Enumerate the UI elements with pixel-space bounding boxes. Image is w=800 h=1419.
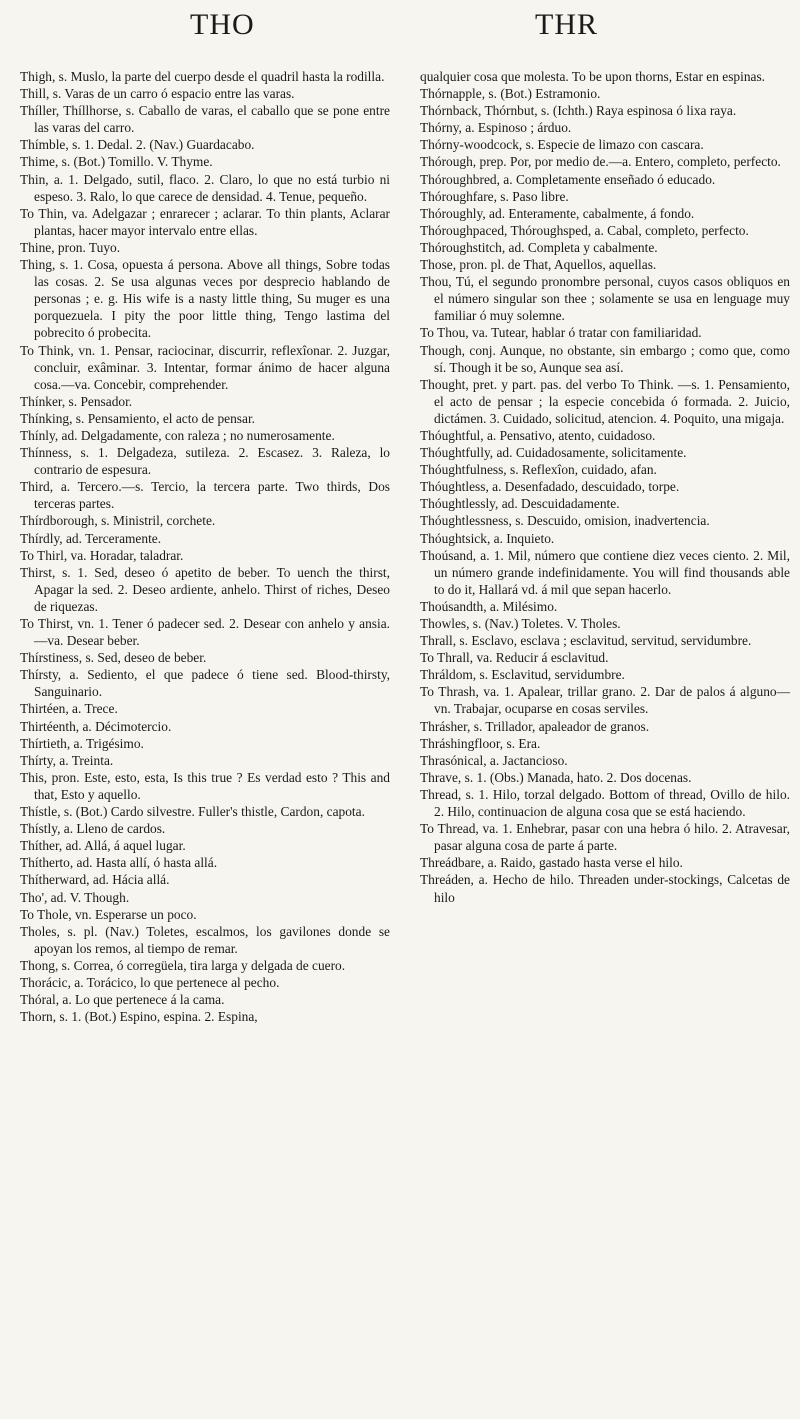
dictionary-entry: Thine, pron. Tuyo. [20,239,121,255]
dictionary-entry: Thínly, ad. Delgadamente, con raleza ; no numerosamente. [20,427,335,443]
dictionary-entry: Thínker, s. Pensador. [20,393,133,409]
dictionary-entry: Thórough, prep. Por, por medio de.—a. Entero, completo, perfecto. [420,154,781,170]
dictionary-entry: To Thou, va. Tutear, hablar ó tratar con familiaridad. [420,325,702,341]
dictionary-entry: Thístle, s. (Bot.) Cardo silvestre. Fuller's thistle, Cardon, capota. [20,804,365,820]
dictionary-entry: Thíller, Thíllhorse, s. Caballo de varas, el caballo que se pone entre las varas del carro. [20,103,390,136]
dictionary-entry: Thowles, s. (Nav.) Toletes. V. Tholes. [420,616,621,631]
dictionary-entry: Thóroughbred, a. Completamente enseñado ó educado. [420,171,716,187]
dictionary-entry: Thórnapple, s. (Bot.) Estramonio. [420,86,601,102]
dictionary-entry: Thóroughfare, s. Paso libre. [420,188,569,204]
dictionary-entry: To Thirst, vn. 1. Tener ó padecer sed. 2. Desear con anhelo y ansia.—va. Desear beber. [20,616,390,649]
dictionary-entry: Thírty, a. Treinta. [20,752,114,768]
dictionary-entry: Thórny, a. Espinoso ; árduo. [420,120,572,136]
dictionary-entry: Thóughtfully, ad. Cuidadosamente, solicitamente. [420,445,687,461]
dictionary-entry: Thill, s. Varas de un carro ó espacio entre las varas. [20,86,295,102]
dictionary-entry: Thread, s. 1. Hilo, torzal delgado. Bottom of thread, Ovillo de hilo. 2. Hilo, continuacion de alguna cosa que se está haciendo. [420,786,790,820]
dictionary-entry: To Think, vn. 1. Pensar, raciocinar, discurrir, reflexîonar. 2. Juzgar, concluir, exâminar. 3. Intentar, formar ánimo de hacer alguna cosa.—va. Concebir, comprehender. [20,342,390,392]
dictionary-entry: qualquier cosa que molesta. To be upon thorns, Estar en espinas. [420,69,766,84]
dictionary-entry: Thóughtlessness, s. Descuido, omision, inadvertencia. [420,513,710,529]
dictionary-entry: Thórny-woodcock, s. Especie de limazo con cascara. [420,137,704,153]
dictionary-entry: To Thin, va. Adelgazar ; enrarecer ; aclarar. To thin plants, Aclarar plantas, hacer mayor intervalo entre ellas. [20,205,390,238]
dictionary-entry: Thóughtless, a. Desenfadado, descuidado, torpe. [420,479,680,495]
dictionary-entry: Thime, s. (Bot.) Tomillo. V. Thyme. [20,154,213,170]
dictionary-entry: Thóroughpaced, Thóroughsped, a. Cabal, completo, perfecto. [420,222,749,238]
dictionary-entry: To Thrall, va. Reducir á esclavitud. [420,650,609,666]
page-header [0,8,800,58]
dictionary-entry: Thóughtfulness, s. Reflexîon, cuidado, afan. [420,462,657,478]
dictionary-entry: Thítherto, ad. Hasta allí, ó hasta allá. [20,855,218,871]
dictionary-entry: Thirtéen, a. Trece. [20,701,118,717]
dictionary-entry: Thóroughstitch, ad. Completa y cabalmente. [420,239,658,255]
dictionary-entry: To Thole, vn. Esperarse un poco. [20,906,197,922]
dictionary-entry: Thírdly, ad. Terceramente. [20,530,162,546]
dictionary-entry: To Thread, va. 1. Enhebrar, pasar con una hebra ó hilo. 2. Atravesar, pasar alguna cosa de parte á parte. [420,821,790,854]
dictionary-entry: Thístly, a. Lleno de cardos. [20,821,166,837]
dictionary-entry: Thrásher, s. Trillador, apaleador de granos. [420,718,650,734]
dictionary-entry: Thou, Tú, el segundo pronombre personal, cuyos casos obliquos en el número singular son thee ; solamente se usa en lenguage muy familiar ó muy solemne. [420,274,790,324]
dictionary-entry: Thorácic, a. Torácico, lo que pertenece al pecho. [20,974,280,990]
dictionary-entry: Thínness, s. 1. Delgadeza, sutileza. 2. Escasez. 3. Raleza, lo contrario de espesura. [20,445,390,478]
dictionary-entry: Thoúsand, a. 1. Mil, número que contiene diez veces ciento. 2. Mil, un número grande indefinidamente. You will find thousands able to do it, Hallará vd. á mil que sepan hacerlo. [420,547,790,597]
dictionary-entry: Tholes, s. pl. (Nav.) Toletes, escalmos, los gavilones donde se apoyan los remos, al tiempo de remar. [20,923,390,956]
running-head-left: THO [190,8,255,41]
dictionary-entry: Thóughtful, a. Pensativo, atento, cuidadoso. [420,427,656,443]
running-head-right: THR [535,8,598,41]
dictionary-entry: Thírdborough, s. Ministril, corchete. [20,513,216,529]
dictionary-entry: To Thirl, va. Horadar, taladrar. [20,547,184,563]
dictionary-entry: Threádbare, a. Raido, gastado hasta verse el hilo. [420,855,683,871]
dictionary-entry: Thóroughly, ad. Enteramente, cabalmente, á fondo. [420,205,695,221]
dictionary-entry: Thóughtlessly, ad. Descuidadamente. [420,496,620,512]
dictionary-entry: Though, conj. Aunque, no obstante, sin embargo ; como que, como sí. Though it be so, Aunque sea así. [420,342,790,375]
dictionary-entry: Thírtieth, a. Trigésimo. [20,735,144,751]
dictionary-entry: Those, pron. pl. de That, Aquellos, aquellas. [420,257,657,273]
dictionary-entry: Thórnback, Thórnbut, s. (Ichth.) Raya espinosa ó lixa raya. [420,103,737,119]
dictionary-entry: This, pron. Este, esto, esta, Is this true ? Es verdad esto ? This and that, Esto y aquello. [20,769,390,802]
dictionary-entry: Thing, s. 1. Cosa, opuesta á persona. Above all things, Sobre todas las cosas. 2. Se usa algunas veces por desprecio hablando de personas ; e. g. His wife is a nasty little thing, Su muger es una porquezuela. I pity the poor little thing, Tengo lastima del pobrecito ó probecita. [20,257,390,341]
dictionary-entry: Thóughtsick, a. Inquieto. [420,530,555,546]
dictionary-entry: Thigh, s. Muslo, la parte del cuerpo desde el quadril hasta la rodilla. [20,69,385,84]
dictionary-entry: Thirst, s. 1. Sed, deseo ó apetito de beber. To uench the thirst, Apagar la sed. 2. Deseo ardiente, anhelo. Thirst of riches, Deseo de riquezas. [20,564,390,614]
right-column [420,68,790,906]
dictionary-entry: Thíther, ad. Allá, á aquel lugar. [20,838,186,854]
dictionary-entry: Thin, a. 1. Delgado, sutil, flaco. 2. Claro, lo que no está turbio ni espeso. 3. Ralo, lo que carece de densidad. 4. Tenue, pequeño. [20,171,390,204]
dictionary-entry: Thrall, s. Esclavo, esclava ; esclavitud, servitud, servidumbre. [420,633,752,649]
dictionary-entry: Threáden, a. Hecho de hilo. Threaden under-stockings, Calcetas de hilo [420,872,790,905]
dictionary-entry: Thoúsandth, a. Milésimo. [420,598,558,614]
dictionary-entry: Thírstiness, s. Sed, deseo de beber. [20,650,207,666]
dictionary-entry: Thrasónical, a. Jactancioso. [420,752,568,768]
dictionary-entry: Tho', ad. V. Though. [20,889,130,905]
dictionary-entry: To Thrash, va. 1. Apalear, trillar grano. 2. Dar de palos á alguno—vn. Trabajar, ocuparse en cosas serviles. [420,684,790,717]
dictionary-entry: Thímble, s. 1. Dedal. 2. (Nav.) Guardacabo. [20,137,255,153]
dictionary-entry: Thought, pret. y part. pas. del verbo To Think. —s. 1. Pensamiento, el acto de pensar ; la especie concebida ó formada. 2. Juicio, dictámen. 3. Cuidado, solicitud, atencion. 4. Poquito, una migaja. [420,376,790,426]
dictionary-entry: Thítherward, ad. Hácia allá. [20,872,170,888]
dictionary-entry: Thirtéenth, a. Décimotercio. [20,718,172,734]
dictionary-entry: Thráldom, s. Esclavitud, servidumbre. [420,667,625,683]
dictionary-entry: Thorn, s. 1. (Bot.) Espino, espina. 2. Espina, [20,1009,258,1025]
dictionary-entry: Thráshingfloor, s. Era. [420,735,541,751]
dictionary-entry: Thínking, s. Pensamiento, el acto de pensar. [20,410,256,426]
dictionary-entry: Thrave, s. 1. (Obs.) Manada, hato. 2. Dos docenas. [420,769,692,785]
dictionary-entry: Thóral, a. Lo que pertenece á la cama. [20,992,225,1008]
dictionary-entry: Thírsty, a. Sediento, el que padece ó tiene sed. Blood-thirsty, Sanguinario. [20,667,390,700]
dictionary-entry: Thong, s. Correa, ó corregüela, tira larga y delgada de cuero. [20,957,346,973]
dictionary-entry: Third, a. Tercero.—s. Tercio, la tercera parte. Two thirds, Dos terceras partes. [20,479,390,512]
left-column [20,68,390,1025]
